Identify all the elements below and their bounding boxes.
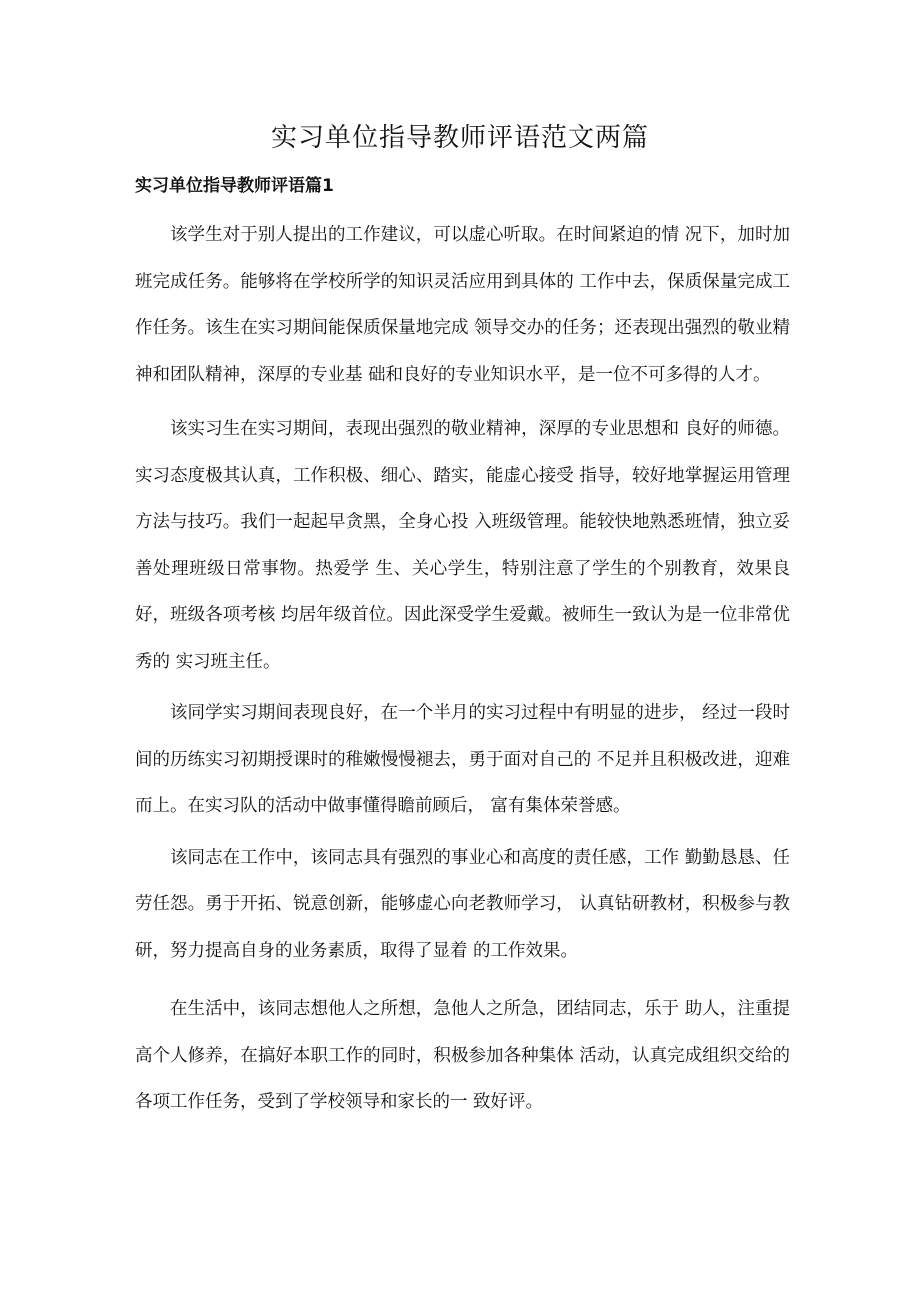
document-body [135, 212, 790, 1126]
paragraph-4: 该同志在工作中，该同志具有强烈的事业心和高度的责任感，工作 勤勤恳恳、任劳任怨。勇于开拓、锐意创新，能够虚心向老教师学习， 认真钻研教材，积极参与教研，努力提高自身的业务素质，取得了显着 的工作效果。 [135, 847, 790, 961]
paragraph-3: 该同学实习期间表现良好，在一个半月的实习过程中有明显的进步， 经过一段时间的历练实习初期授课时的稚嫩慢慢褪去，勇于面对自己的 不足并且积极改进，迎难而上。在实习队的活动中做事懂得瞻前顾后， 富有集体荣誉感。 [135, 703, 790, 816]
document-title: 实习单位指导教师评语范文两篇 [270, 123, 649, 153]
paragraph-2: 该实习生在实习期间，表现出强烈的敬业精神，深厚的专业思想和 良好的师德。实习态度极其认真，工作积极、细心、踏实，能虚心接受 指导，较好地掌握运用管理方法与技巧。我们一起起早贪黑，全身心投 入班级管理。能较快地熟悉班情，独立妥善处理班级日常事物。热爱学 生、关心学生，特别注意了学生的个别教育，效果良好，班级各项考核 均居年级首位。因此深受学生爱戴。被师生一致认为是一位非常优秀的 实习班主任。 [135, 419, 790, 672]
paragraph-5: 在生活中，该同志想他人之所想，急他人之所急，团结同志，乐于 助人，注重提高个人修养，在搞好本职工作的同时，积极参加各种集体 活动，认真完成组织交给的各项工作任务，受到了学校领导和家长的一 致好评。 [135, 999, 790, 1112]
paragraph-1: 该学生对于别人提出的工作建议，可以虚心听取。在时间紧迫的情 况下，加时加班完成任务。能够将在学校所学的知识灵活应用到具体的 工作中去，保质保量完成工作任务。该生在实习期间能保质保量地完成 领导交办的任务；还表现出强烈的敬业精神和团队精神，深厚的专业基 础和良好的专业知识水平，是一位不可多得的人才。 [135, 225, 790, 385]
section-heading: 实习单位指导教师评语篇1 [135, 176, 334, 196]
